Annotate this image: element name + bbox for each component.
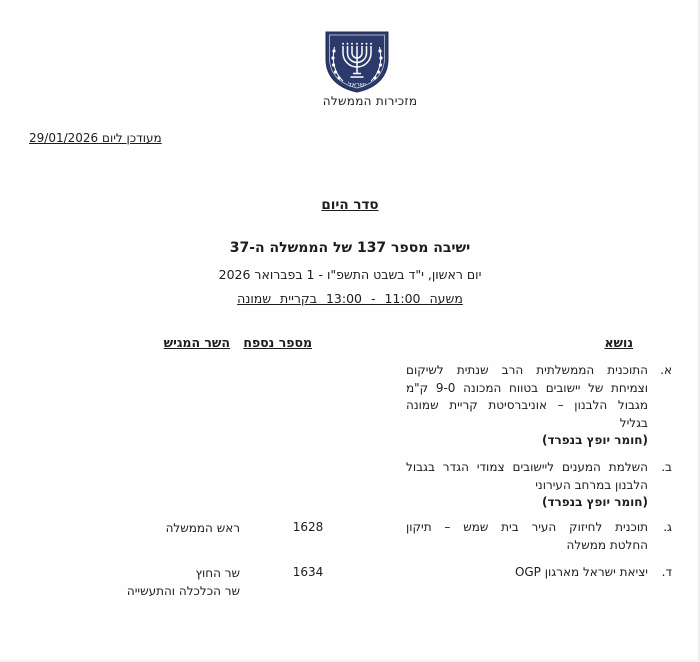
- israel-state-emblem: [321, 29, 393, 95]
- agenda-title: סדר היום: [321, 197, 379, 213]
- minister-name: ראש הממשלה: [165, 521, 240, 535]
- item-subject-line: התוכנית הממשלתית הרב שנתית לשיקום: [406, 363, 648, 377]
- item-subject: [406, 459, 648, 512]
- item-subject-line: וצמיחת של יישובים בטווח המכונה 9-0 ק"מ: [406, 380, 648, 395]
- item-subject: [406, 564, 648, 582]
- item-subject-line: הלבנון במרחב העירוני: [535, 477, 648, 492]
- item-letter: ג.: [663, 520, 672, 534]
- appendix-number: 1634: [292, 565, 324, 579]
- item-subject-line: בגליל: [619, 415, 648, 430]
- appendix-number: 1628: [292, 520, 324, 534]
- item-letter: א.: [660, 363, 672, 377]
- item-subject-line: החלטת ממשלה: [566, 537, 648, 552]
- meeting-title: ישיבה מספר 137 של הממשלה ה-37: [229, 240, 471, 256]
- updated-date: מעודכן ליום 29/01/2026: [29, 131, 162, 145]
- item-subject-line: השלמת המענים ליישובים צמודי הגדר בגבול: [406, 460, 648, 474]
- item-subject-line: תוכנית לחיזוק העיר בית שמש – תיקון: [406, 520, 648, 534]
- column-header-appendix-number: מספר נספח: [243, 335, 312, 350]
- minister-name: שר הכלכלה והתעשייה: [126, 583, 240, 598]
- org-label: מזכירות הממשלה: [322, 94, 418, 108]
- item-subject: [406, 519, 648, 554]
- item-letter: ד.: [661, 565, 672, 579]
- item-note: (חומר יופץ בנפרד): [541, 495, 648, 509]
- meeting-date: יום ראשון, י"ד בשבט התשפ"ו - 1 בפברואר 2026: [218, 267, 482, 282]
- submitting-minister: [65, 565, 240, 600]
- item-letter: ב.: [661, 460, 672, 474]
- submitting-minister: [65, 520, 240, 538]
- minister-name: שר החוץ: [195, 566, 240, 580]
- column-header-submitting-minister: השר המגיש: [163, 335, 230, 350]
- item-note: (חומר יופץ בנפרד): [541, 433, 648, 447]
- item-subject-line: יציאת ישראל מארגון OGP: [514, 565, 648, 579]
- item-subject-line: מגבול הלבנון – אוניברסיטת קריית שמונה: [406, 398, 648, 412]
- item-subject: [406, 362, 648, 450]
- meeting-time-location: משעה 11:00 - 13:00 בקריית שמונה: [237, 291, 463, 306]
- emblem-caption: ישראל: [348, 80, 366, 89]
- column-header-subject: נושא: [604, 335, 633, 350]
